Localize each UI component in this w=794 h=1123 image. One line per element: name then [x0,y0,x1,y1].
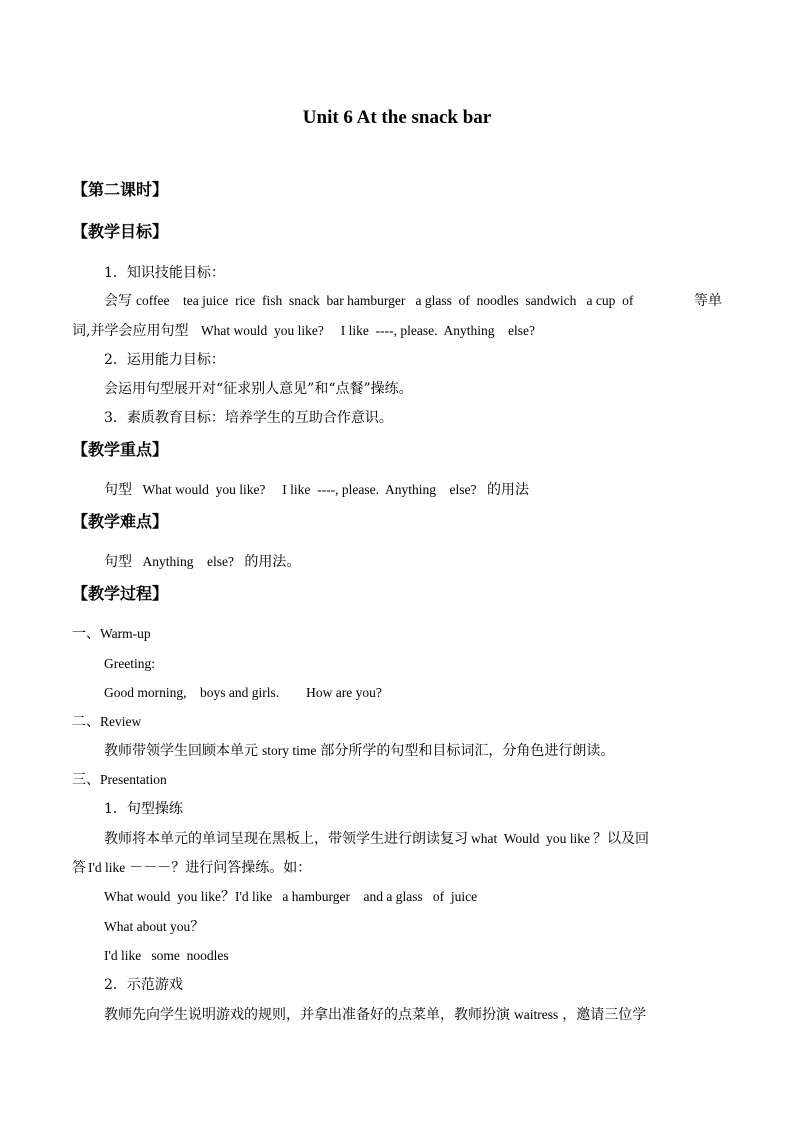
presentation-para-1-line-2 [72,859,311,877]
review-pre: 教师带领学生回顾本单元 [104,743,258,759]
objective-1-line-2 [72,322,535,340]
objective-1-sentence-patterns: What would you like? I like ----, please. Anything else? [200,323,535,338]
greeting-label: Greeting: [104,656,155,671]
objective-1-label: 1．知识技能目标： [104,265,225,281]
difficulties-heading: 【教学难点】 [72,512,169,531]
section-3-number: 三、 [72,772,100,788]
section-1-name: Warm-up [100,626,151,641]
key-points-sentence: What would you like? I like ----, please. Anything else? [142,482,477,497]
greeting-line: Good morning, boys and girls. How are you? [104,685,382,700]
section-1-title [72,625,151,643]
subsection-1-title: 1．句型操练 [104,801,183,817]
key-points-prefix: 句型 [104,482,132,498]
key-points-suffix: 的用法 [486,482,529,498]
para-2-pre: 教师先向学生说明游戏的规则，并拿出准备好的点菜单，教师扮演 [104,1007,510,1023]
presentation-para-2-line-1 [104,1006,646,1024]
para-2-en: waitress [514,1007,559,1022]
presentation-para-1-line-1 [104,830,649,848]
example-line-2 [104,918,204,936]
review-en: story time [262,743,317,758]
example-2-question-mark: ？ [190,919,205,935]
objective-1-line-2-prefix: 词,并学会应用句型 [72,323,189,339]
objective-1-line-1 [104,292,722,310]
section-2-name: Review [100,714,142,729]
section-1-number: 一、 [72,626,100,642]
difficulties-suffix: 的用法。 [244,554,301,570]
review-text [104,742,614,760]
key-points-text [104,481,529,499]
objective-1-suffix: 等单 [694,293,722,309]
para-1-l2-post: －－－？进行问答操练。如： [129,860,312,876]
review-post: 部分所学的句型和目标词汇，分角色进行朗读。 [320,743,615,759]
example-line-3: I'd like some noodles [104,948,229,963]
difficulties-text [104,553,300,571]
example-1-question: What would you like [104,889,221,904]
para-2-post: ，邀请三位学 [562,1007,647,1023]
lesson-heading: 【第二课时】 [72,180,169,199]
para-1-en: what Would you like [471,831,591,846]
subsection-2-title: 2．示范游戏 [104,977,183,993]
difficulties-prefix: 句型 [104,554,132,570]
section-3-name: Presentation [100,772,167,787]
section-3-title [72,771,167,789]
example-line-1 [104,888,477,906]
objectives-heading: 【教学目标】 [72,222,169,241]
objective-1-prefix: 会写 [104,293,132,309]
example-1-question-mark: ？ [220,889,235,905]
section-2-title [72,713,141,731]
para-1-l2-pre: 答 [72,860,86,876]
example-2-question: What about you [104,919,191,934]
difficulties-sentence: Anything else? [142,554,234,569]
document-title: Unit 6 At the snack bar [302,107,492,128]
para-1-post: ？以及回 [593,831,650,847]
objective-2-text: 会运用句型展开对“征求别人意见”和“点餐”操练。 [104,381,413,397]
example-1-answer: I'd like a hamburger and a glass of juice [234,889,478,904]
objective-1-words: coffee tea juice rice fish snack bar hamburger a glass of noodles sandwich a cup of [136,293,634,308]
objective-2-label: 2．运用能力目标： [104,352,225,368]
para-1-pre: 教师将本单元的单词呈现在黑板上，带领学生进行朗读复习 [104,831,468,847]
process-heading: 【教学过程】 [72,584,169,603]
para-1-l2-en: I'd like [88,860,126,875]
section-2-number: 二、 [72,714,100,730]
key-points-heading: 【教学重点】 [72,440,169,459]
objective-3: 3．素质教育目标：培养学生的互助合作意识。 [104,410,393,426]
